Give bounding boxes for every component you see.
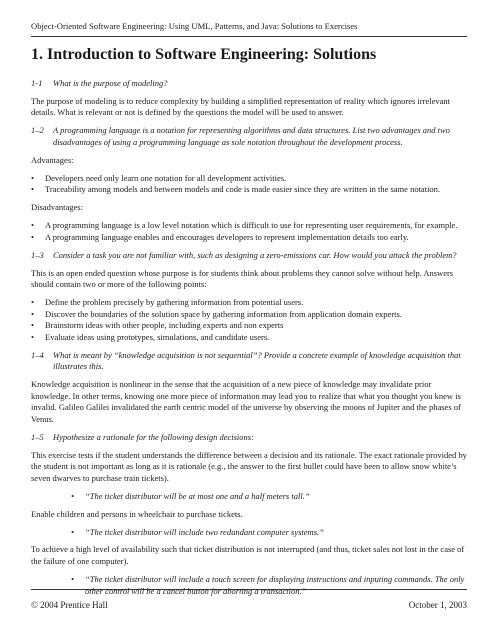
answer-paragraph: Knowledge acquisition is nonlinear in the sense that the acquisition of a new piece of knowledge may invalidate prior knowledge. In other terms, knowing one more piece of information may lead you to realize that what you thought you knew is invalid. Galileo Galilei invalidated the earth centric model of the universe by observing the moons of Jupiter and the phases of Venus.: [31, 379, 461, 424]
question-number: 1-1: [31, 78, 43, 88]
advantages-list: [31, 173, 467, 196]
running-header: Object-Oriented Software Engineering: Using UML, Patterns, and Java: Solutions to Exercises: [31, 21, 358, 31]
advantages-label: Advantages:: [31, 154, 74, 165]
decision-list: [31, 527, 467, 539]
page-footer: [31, 600, 467, 610]
design-decision: • “The ticket distributor will be at most one and a half meters tall.”: [71, 491, 467, 503]
question-number: 1–3: [31, 249, 44, 260]
design-decision: • “The ticket distributor will include a touch screen for displaying instructions and inputing commands. The only other control will be a cancel button for aborting a transaction.”: [71, 574, 467, 597]
footer-date: October 1, 2003: [408, 600, 467, 610]
list-item: • A programming language enables and encourages developers to represent implementation details too early.: [31, 232, 467, 244]
answer-paragraph: This exercise tests if the student understands the difference between a decision and its rationale. The exact rationale provided by the student is not important as long as it is rationale (e.g., the answer to the first bullet could have been to allow snow white’s seven dwarves to purchase train tickets).: [31, 449, 467, 483]
disadvantages-label: Disadvantages:: [31, 202, 83, 213]
question-number: 1–5: [31, 431, 44, 442]
question-1-2: [31, 125, 467, 148]
question-1-4: [31, 350, 467, 373]
decision-list: [31, 574, 467, 597]
list-item: • Developers need only learn one notation for all development activities.: [31, 173, 467, 185]
question-text: What is the purpose of modeling?: [53, 78, 168, 88]
answer-paragraph: This is an open ended question whose purpose is for students think about problems they cannot solve without help. Answers should contain two or more of the following points:: [31, 267, 454, 290]
question-number: 1–2: [31, 125, 44, 136]
list-item: • A programming language is a low level notation which is difficult to use for representing user requirements, for example.: [31, 220, 467, 232]
question-number: 1–4: [31, 349, 44, 360]
footer-copyright: © 2004 Prentice Hall: [31, 600, 108, 610]
rationale-paragraph: To achieve a high level of availability such that ticket distribution is not interrupted (and thus, ticket sales not lost in the case of the failure of one computer).: [31, 544, 465, 567]
question-text: A programming language is a notation for representing algorithms and data structures. List two advantages and two disadvantages of using a programming language as sole notation throughout the development process.: [53, 125, 450, 147]
design-decision: • “The ticket distributor will include two redundant computer systems.”: [71, 527, 467, 539]
question-1-1: [31, 78, 467, 90]
question-text: What is meant by “knowledge acquisition is not sequential”? Provide a concrete example of knowledge acquisition that illustrates this.: [53, 349, 461, 372]
points-list: [31, 297, 467, 343]
disadvantages-list: [31, 220, 467, 243]
document-page: [31, 0, 467, 640]
document-body: [31, 78, 467, 603]
chapter-title: 1. Introduction to Software Engineering: Solutions: [31, 46, 377, 63]
question-1-3: [31, 250, 467, 262]
list-item: • Define the problem precisely by gathering information from potential users.: [31, 297, 467, 309]
header-rule: [31, 36, 467, 37]
list-item: • Brainstorm ideas with other people, including experts and non experts: [31, 320, 467, 332]
list-item: • Traceability among models and between models and code is made easier since they are written in the same notation.: [31, 184, 467, 196]
question-text: Consider a task you are not familiar with, such as designing a zero-emissions car. How would you attack the problem?: [53, 249, 457, 260]
question-text: Hypothesize a rationale for the following design decisions:: [53, 431, 254, 442]
decision-list: [31, 491, 467, 503]
answer-paragraph: The purpose of modeling is to reduce complexity by building a simplified representation of reality which ignores irrelevant details. What is relevant or not is defined by the questions the model will be used to answer.: [31, 95, 450, 118]
list-item: • Discover the boundaries of the solution space by gathering information from application domain experts.: [31, 309, 467, 321]
list-item: • Evaluate ideas using prototypes, simulations, and candidate users.: [31, 332, 467, 344]
rationale-paragraph: Enable children and persons in wheelchair to purchase tickets.: [31, 508, 243, 519]
question-1-5: [31, 432, 467, 444]
footer-rule: [31, 589, 467, 590]
